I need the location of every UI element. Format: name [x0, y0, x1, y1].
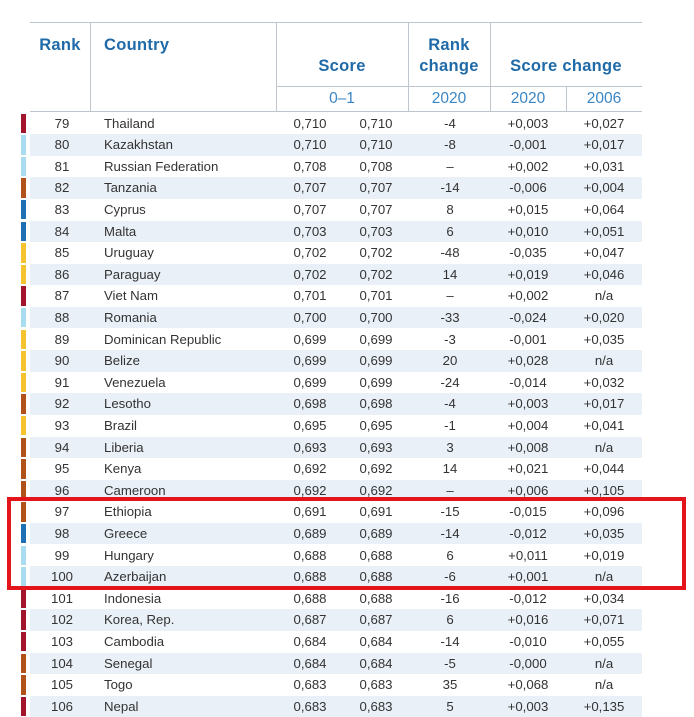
header-top-rule — [30, 22, 642, 23]
score-change-2020-cell: +0,004 — [507, 417, 549, 433]
score-cell: 0,687 — [293, 612, 327, 628]
rank-cell: 88 — [54, 309, 70, 325]
rank-change-cell: -5 — [444, 655, 456, 671]
rank-cell: 90 — [54, 353, 70, 369]
table-row — [0, 372, 694, 394]
rank-change-cell: – — [446, 288, 454, 304]
score-change-2020-cell: +0,015 — [507, 201, 549, 217]
rank-cell: 105 — [50, 677, 73, 693]
table-row — [0, 609, 694, 631]
score-change-2020-cell: +0,011 — [508, 547, 548, 563]
score-change-2020-cell: +0,010 — [507, 223, 549, 239]
score-cell-repeat: 0,699 — [359, 353, 393, 369]
rank-cell: 81 — [54, 158, 70, 174]
score-cell-repeat: 0,699 — [359, 331, 393, 347]
rank-change-cell: -4 — [444, 115, 456, 131]
rank-change-cell: -14 — [440, 633, 460, 649]
score-change-2006-cell: n/a — [594, 288, 614, 304]
region-color-bar — [21, 330, 26, 350]
country-cell: Lesotho — [104, 396, 151, 412]
country-cell: Togo — [104, 677, 133, 693]
table-row — [0, 177, 694, 199]
rank-change-cell: -24 — [440, 374, 460, 390]
score-change-2020-cell: -0,014 — [509, 374, 547, 390]
rank-change-cell: 14 — [442, 461, 458, 477]
score-change-2006-cell: +0,017 — [583, 137, 625, 153]
score-cell: 0,701 — [293, 288, 327, 304]
score-change-2020-cell: +0,003 — [507, 115, 549, 131]
region-color-bar — [21, 157, 26, 177]
country-cell: Senegal — [104, 655, 153, 671]
region-color-bar — [21, 178, 26, 198]
score-cell: 0,702 — [293, 245, 327, 261]
score-change-2020-cell: -0,001 — [509, 137, 547, 153]
score-change-2006-cell: +0,135 — [583, 698, 625, 714]
score-change-2020-cell: -0,006 — [509, 180, 547, 196]
rank-cell: 82 — [54, 180, 70, 196]
header-rank-change-line2: change — [419, 57, 479, 75]
score-change-2006-cell: +0,004 — [583, 180, 625, 196]
score-cell: 0,692 — [293, 461, 327, 477]
score-change-2020-cell: -0,015 — [509, 504, 547, 520]
score-cell-repeat: 0,693 — [359, 439, 393, 455]
rank-change-cell: -16 — [440, 590, 460, 606]
country-cell: Romania — [104, 309, 157, 325]
score-cell-repeat: 0,692 — [359, 461, 393, 477]
subheader-score-range: 0–1 — [329, 90, 355, 107]
rank-change-cell: -48 — [440, 245, 460, 261]
region-color-bar — [21, 222, 26, 242]
rank-cell: 106 — [50, 698, 73, 714]
rank-cell: 87 — [54, 288, 70, 304]
rank-change-cell: 14 — [442, 266, 458, 282]
country-cell: Dominican Republic — [104, 331, 222, 347]
score-change-2006-cell: +0,096 — [583, 504, 625, 520]
score-change-2020-cell: +0,028 — [507, 353, 549, 369]
score-cell: 0,688 — [293, 569, 327, 585]
rank-cell: 93 — [54, 417, 70, 433]
score-cell-repeat: 0,701 — [359, 288, 393, 304]
score-cell-repeat: 0,710 — [359, 137, 393, 153]
rank-change-cell: -33 — [440, 309, 460, 325]
score-change-2020-cell: +0,002 — [507, 288, 549, 304]
rank-change-cell: -3 — [444, 331, 456, 347]
rank-cell: 104 — [50, 655, 73, 671]
country-cell: Malta — [104, 223, 137, 239]
rank-cell: 86 — [54, 266, 70, 282]
score-cell: 0,708 — [293, 158, 327, 174]
country-cell: Hungary — [104, 547, 154, 563]
region-color-bar — [21, 589, 26, 609]
rank-change-cell: -15 — [440, 504, 460, 520]
rank-cell: 91 — [54, 374, 70, 390]
country-cell: Kazakhstan — [104, 137, 173, 153]
region-color-bar — [21, 632, 26, 652]
country-cell: Indonesia — [104, 590, 162, 606]
rank-change-cell: 3 — [446, 439, 454, 455]
score-change-2006-cell: +0,035 — [583, 525, 625, 541]
score-change-2020-cell: -0,010 — [509, 633, 547, 649]
score-cell-repeat: 0,708 — [359, 158, 393, 174]
score-cell-repeat: 0,692 — [359, 482, 393, 498]
country-cell: Viet Nam — [104, 288, 158, 304]
score-change-2006-cell: +0,031 — [583, 158, 625, 174]
rank-cell: 92 — [54, 396, 70, 412]
rank-cell: 89 — [54, 331, 70, 347]
country-cell: Korea, Rep. — [104, 612, 175, 628]
region-color-bar — [21, 135, 26, 155]
score-cell: 0,688 — [293, 547, 327, 563]
table-row — [0, 588, 694, 610]
header-country: Country — [104, 36, 170, 54]
score-cell-repeat: 0,698 — [359, 396, 393, 412]
score-cell: 0,693 — [293, 439, 327, 455]
score-cell: 0,703 — [293, 223, 327, 239]
table-row — [0, 113, 694, 135]
rank-change-cell: -14 — [440, 180, 460, 196]
table-row — [0, 415, 694, 437]
score-cell-repeat: 0,687 — [359, 612, 393, 628]
score-change-2006-cell: +0,027 — [583, 115, 625, 131]
country-cell: Uruguay — [104, 245, 154, 261]
table-row — [0, 329, 694, 351]
score-change-2020-cell: +0,008 — [507, 439, 549, 455]
rank-cell: 83 — [54, 201, 70, 217]
score-cell-repeat: 0,702 — [359, 245, 393, 261]
rank-cell: 101 — [50, 590, 73, 606]
header-score-change: Score change — [510, 57, 622, 75]
table-row — [0, 242, 694, 264]
country-cell: Azerbaijan — [104, 569, 167, 585]
score-change-2020-cell: -0,000 — [509, 655, 547, 671]
score-change-2020-cell: -0,012 — [509, 590, 547, 606]
region-color-bar — [21, 394, 26, 414]
score-change-2006-cell: +0,035 — [583, 331, 625, 347]
score-cell-repeat: 0,699 — [359, 374, 393, 390]
score-change-2006-cell: +0,017 — [583, 396, 625, 412]
rank-cell: 84 — [54, 223, 70, 239]
score-cell-repeat: 0,684 — [359, 655, 393, 671]
rank-change-cell: 6 — [446, 612, 454, 628]
header-rank-change-line1: Rank — [428, 36, 470, 54]
score-change-2006-cell: +0,047 — [583, 245, 625, 261]
score-change-2006-cell: +0,105 — [583, 482, 625, 498]
score-cell-repeat: 0,683 — [359, 698, 393, 714]
score-change-2006-cell: n/a — [594, 353, 614, 369]
rank-change-cell: -8 — [444, 137, 456, 153]
region-color-bar — [21, 438, 26, 458]
rank-cell: 102 — [50, 612, 73, 628]
score-change-2020-cell: +0,003 — [507, 698, 549, 714]
region-color-bar — [21, 654, 26, 674]
header-divider-1 — [90, 23, 91, 111]
region-color-bar — [21, 697, 26, 717]
score-cell: 0,684 — [293, 633, 327, 649]
table-row — [0, 134, 694, 156]
score-cell: 0,683 — [293, 677, 327, 693]
score-change-2006-cell: n/a — [594, 439, 614, 455]
score-cell: 0,688 — [293, 590, 327, 606]
score-change-2006-cell: +0,041 — [583, 417, 625, 433]
country-cell: Cyprus — [104, 201, 146, 217]
score-cell-repeat: 0,710 — [359, 115, 393, 131]
region-color-bar — [21, 114, 26, 134]
rank-cell: 98 — [54, 525, 70, 541]
score-cell: 0,692 — [293, 482, 327, 498]
score-cell-repeat: 0,688 — [359, 590, 393, 606]
header-score: Score — [318, 57, 366, 75]
region-color-bar — [21, 265, 26, 285]
score-change-2020-cell: +0,021 — [507, 461, 549, 477]
rank-cell: 95 — [54, 461, 70, 477]
subheader-rank-change-year: 2020 — [431, 90, 467, 107]
country-cell: Cambodia — [104, 633, 165, 649]
score-change-2006-cell: +0,032 — [583, 374, 625, 390]
country-cell: Kenya — [104, 461, 142, 477]
table-row — [0, 264, 694, 286]
score-cell: 0,699 — [293, 331, 327, 347]
country-cell: Venezuela — [104, 374, 166, 390]
score-cell-repeat: 0,689 — [359, 525, 393, 541]
score-cell: 0,683 — [293, 698, 327, 714]
table-row — [0, 285, 694, 307]
score-cell-repeat: 0,683 — [359, 677, 393, 693]
score-change-2006-cell: +0,064 — [583, 201, 625, 217]
rank-cell: 97 — [54, 504, 70, 520]
score-cell: 0,689 — [293, 525, 327, 541]
table-row — [0, 156, 694, 178]
country-cell: Ethiopia — [104, 504, 152, 520]
highlight-box — [7, 497, 686, 590]
score-change-2020-cell: -0,035 — [509, 245, 547, 261]
score-change-2020-cell: +0,016 — [507, 612, 549, 628]
score-change-2006-cell: +0,051 — [583, 223, 625, 239]
rank-cell: 96 — [54, 482, 70, 498]
country-cell: Russian Federation — [104, 158, 219, 174]
rank-change-cell: -1 — [444, 417, 456, 433]
score-change-2006-cell: n/a — [594, 569, 614, 585]
table-row — [0, 653, 694, 675]
score-cell: 0,695 — [293, 417, 327, 433]
rank-cell: 100 — [50, 569, 73, 585]
score-cell-repeat: 0,707 — [359, 201, 393, 217]
rank-cell: 79 — [54, 115, 70, 131]
score-change-2020-cell: +0,006 — [507, 482, 549, 498]
country-cell: Greece — [104, 525, 148, 541]
table-row — [0, 307, 694, 329]
score-cell-repeat: 0,691 — [359, 504, 393, 520]
table-row — [0, 350, 694, 372]
score-change-2006-cell: +0,046 — [583, 266, 625, 282]
rank-change-cell: – — [446, 482, 454, 498]
score-change-2020-cell: +0,002 — [507, 158, 549, 174]
header-rank: Rank — [39, 36, 81, 54]
rank-change-cell: 6 — [446, 547, 454, 563]
region-color-bar — [21, 286, 26, 306]
score-change-2006-cell: n/a — [594, 655, 614, 671]
country-cell: Paraguay — [104, 266, 161, 282]
table-row — [0, 199, 694, 221]
score-cell: 0,684 — [293, 655, 327, 671]
table-row — [0, 674, 694, 696]
rank-change-cell: 5 — [446, 698, 454, 714]
rank-cell: 94 — [54, 439, 70, 455]
score-cell-repeat: 0,703 — [359, 223, 393, 239]
rank-change-cell: 6 — [446, 223, 454, 239]
score-cell: 0,699 — [293, 374, 327, 390]
subheader-score-change-2006: 2006 — [586, 90, 622, 107]
table-row — [0, 437, 694, 459]
region-color-bar — [21, 459, 26, 479]
score-cell-repeat: 0,702 — [359, 266, 393, 282]
score-cell: 0,699 — [293, 353, 327, 369]
score-cell-repeat: 0,688 — [359, 547, 393, 563]
score-change-2020-cell: -0,024 — [509, 309, 547, 325]
country-cell: Tanzania — [104, 180, 157, 196]
score-change-2020-cell: +0,068 — [507, 677, 549, 693]
rank-cell: 103 — [50, 633, 73, 649]
table-row — [0, 393, 694, 415]
score-cell: 0,707 — [293, 201, 327, 217]
score-cell: 0,710 — [293, 137, 327, 153]
score-cell: 0,698 — [293, 396, 327, 412]
score-cell: 0,710 — [293, 115, 327, 131]
score-change-2006-cell: +0,055 — [583, 633, 625, 649]
score-change-2006-cell: +0,071 — [583, 612, 625, 628]
country-cell: Belize — [104, 353, 140, 369]
score-cell: 0,700 — [293, 309, 327, 325]
score-change-2006-cell: n/a — [594, 677, 614, 693]
score-change-2006-cell: +0,020 — [583, 309, 625, 325]
region-color-bar — [21, 373, 26, 393]
region-color-bar — [21, 308, 26, 328]
score-cell: 0,691 — [293, 504, 327, 520]
score-cell-repeat: 0,695 — [359, 417, 393, 433]
rank-change-cell: -14 — [440, 525, 460, 541]
country-cell: Cameroon — [104, 482, 166, 498]
region-color-bar — [21, 351, 26, 371]
score-cell-repeat: 0,684 — [359, 633, 393, 649]
region-color-bar — [21, 200, 26, 220]
score-change-2020-cell: -0,001 — [509, 331, 547, 347]
score-change-2006-cell: +0,044 — [583, 461, 625, 477]
score-cell: 0,707 — [293, 180, 327, 196]
rank-cell: 85 — [54, 245, 70, 261]
score-change-2020-cell: +0,019 — [507, 266, 549, 282]
header-sub-rule — [276, 86, 642, 87]
rank-change-cell: 8 — [446, 201, 454, 217]
rank-change-cell: – — [446, 158, 454, 174]
rank-cell: 99 — [54, 547, 70, 563]
score-change-2020-cell: +0,001 — [507, 569, 549, 585]
score-cell-repeat: 0,700 — [359, 309, 393, 325]
rank-cell: 80 — [54, 137, 70, 153]
rank-change-cell: 20 — [442, 353, 458, 369]
score-cell: 0,702 — [293, 266, 327, 282]
table-row — [0, 631, 694, 653]
rank-change-cell: 35 — [442, 677, 458, 693]
rank-change-cell: -4 — [444, 396, 456, 412]
region-color-bar — [21, 610, 26, 630]
country-cell: Liberia — [104, 439, 144, 455]
score-change-2020-cell: +0,003 — [507, 396, 549, 412]
rank-change-cell: -6 — [444, 569, 456, 585]
score-cell-repeat: 0,688 — [359, 569, 393, 585]
table-row — [0, 458, 694, 480]
region-color-bar — [21, 416, 26, 436]
score-change-2006-cell: +0,034 — [583, 590, 625, 606]
region-color-bar — [21, 243, 26, 263]
score-cell-repeat: 0,707 — [359, 180, 393, 196]
table-row — [0, 696, 694, 717]
subheader-score-change-2020: 2020 — [510, 90, 546, 107]
score-change-2020-cell: -0,012 — [509, 525, 547, 541]
region-color-bar — [21, 675, 26, 695]
country-cell: Thailand — [104, 115, 155, 131]
country-cell: Brazil — [104, 417, 137, 433]
table-row — [0, 221, 694, 243]
score-change-2006-cell: +0,019 — [583, 547, 625, 563]
country-cell: Nepal — [104, 698, 139, 714]
